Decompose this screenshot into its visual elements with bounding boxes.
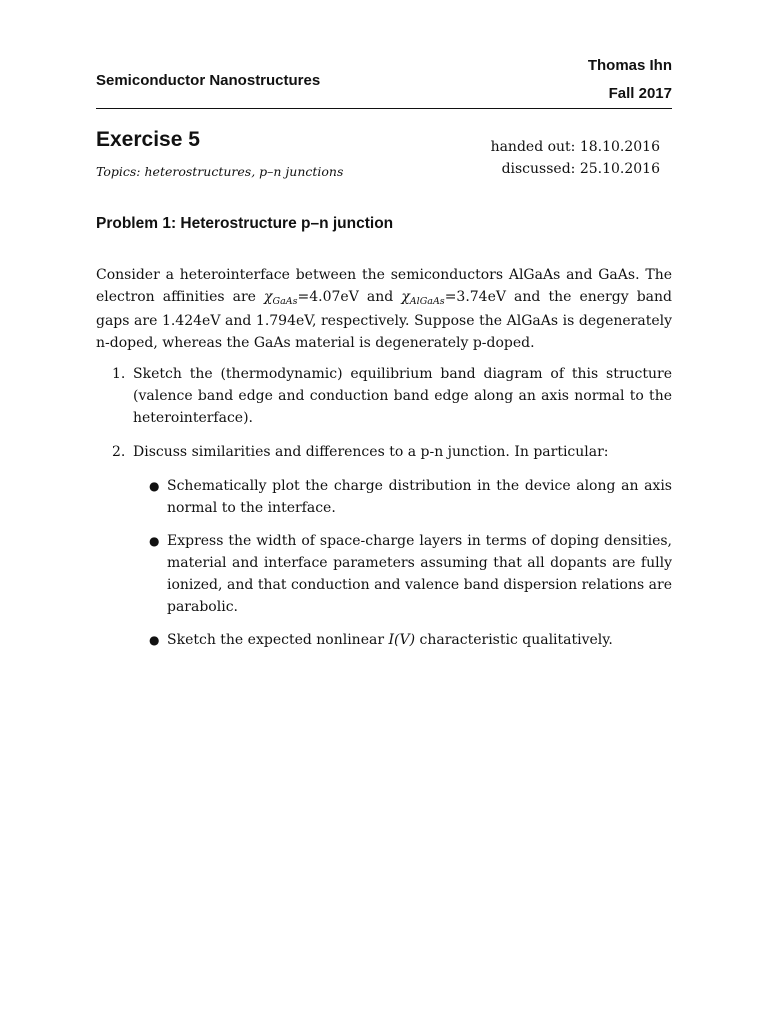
bullet-icon: ● [149, 479, 160, 493]
list-item [96, 363, 672, 429]
chi-gaas-subscript: GaAs [272, 296, 298, 307]
iv-math: I(V) [388, 632, 416, 648]
intro-text-1: Consider a heterointerface between the semiconductors AlGaAs and GaAs. The electron affinities are [96, 267, 672, 305]
bullet-icon: ● [149, 633, 160, 647]
exercise-topics: Topics: heterostructures, p–n junctions [96, 164, 344, 179]
discussed-date: discussed: 25.10.2016 [501, 161, 660, 177]
chi-algaas-subscript: AlGaAs [409, 296, 445, 307]
bullet-list [133, 475, 672, 651]
course-title: Semiconductor Nanostructures [96, 72, 321, 89]
bullet-text-after: characteristic qualitatively. [415, 632, 613, 648]
chi-algaas-symbol: χ [401, 289, 410, 305]
item-text: Discuss similarities and differences to a p-n junction. In particular: [133, 444, 609, 460]
header-divider [96, 108, 672, 109]
chi-gaas-symbol: χ [264, 289, 273, 305]
term-label: Fall 2017 [608, 85, 672, 102]
problem-intro [96, 264, 672, 354]
bullet-text: Schematically plot the charge distribution in the device along an axis normal to the interface. [167, 478, 672, 516]
exercise-dates [491, 136, 660, 180]
author-name: Thomas Ihn [587, 57, 672, 74]
bullet-icon: ● [149, 534, 160, 548]
intro-text-3: =3.74eV and the energy band gaps are 1.424eV and 1.794eV, respectively. Suppose the AlGaAs is degenerately n-doped, whereas the GaAs material is degenerately p-doped. [96, 289, 672, 351]
item-number: 1. [112, 366, 126, 382]
bullet-item [133, 475, 672, 519]
bullet-text-before: Sketch the expected nonlinear [167, 632, 389, 648]
item-text: Sketch the (thermodynamic) equilibrium band diagram of this structure (valence band edge and conduction band edge along an axis normal to the heterointerface). [133, 366, 672, 426]
problem-items [96, 363, 672, 662]
item-number: 2. [112, 444, 126, 460]
problem-title: Problem 1: Heterostructure p–n junction [96, 215, 394, 232]
intro-text-2: =4.07eV and [297, 289, 402, 305]
list-item [96, 441, 672, 651]
exercise-title: Exercise 5 [96, 128, 200, 151]
handed-out-date: handed out: 18.10.2016 [490, 139, 660, 155]
bullet-text: Express the width of space-charge layers in terms of doping densities, material and interface parameters assuming that all dopants are fully ionized, and that conduction and valence band dispersion relations are parabolic. [167, 533, 672, 615]
bullet-item [133, 530, 672, 618]
bullet-item [133, 629, 672, 651]
